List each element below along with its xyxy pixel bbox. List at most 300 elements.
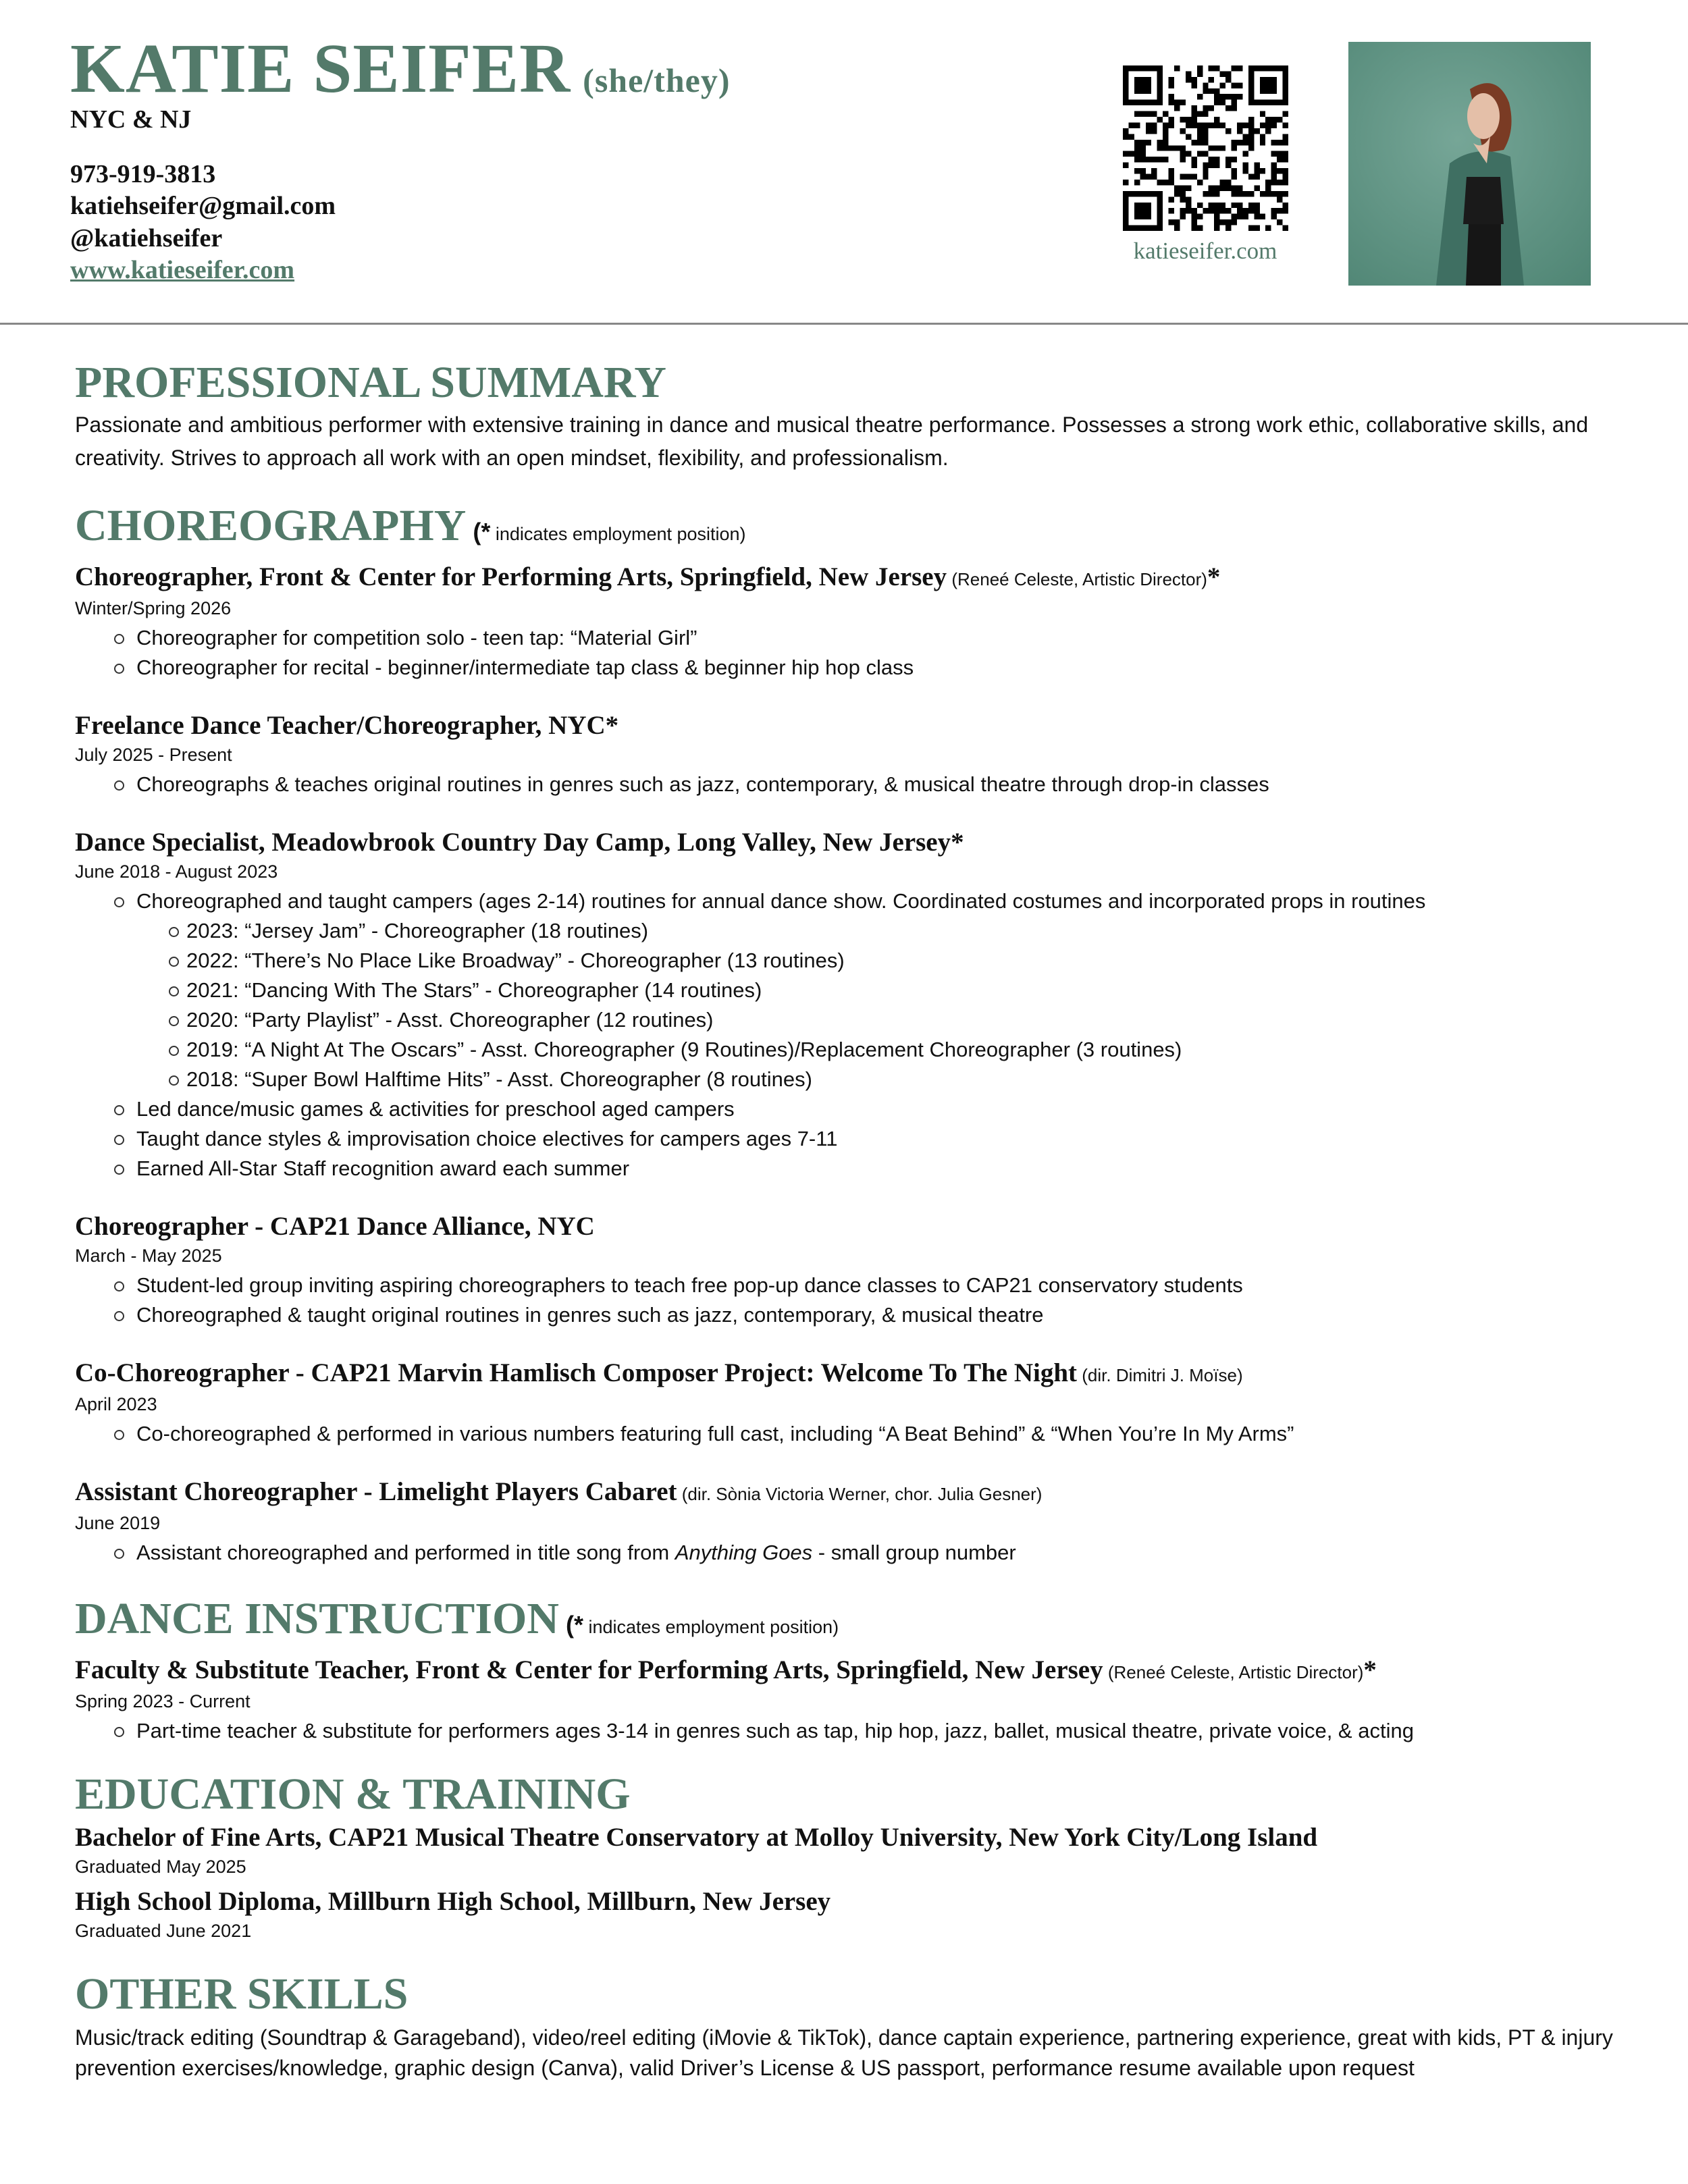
qr-module [1203,191,1208,196]
qr-module [1151,191,1157,196]
qr-module [1232,105,1237,111]
qr-module [1146,82,1151,88]
qr-module [1254,214,1259,219]
qr-module [1203,140,1208,145]
qr-module [1248,145,1254,151]
bullet-text: - small group number [812,1541,1016,1564]
qr-module [1134,214,1140,219]
qr-module [1157,214,1163,219]
qr-module [1151,128,1157,134]
qr-module [1237,122,1242,128]
qr-module [1260,82,1265,88]
qr-module [1169,122,1174,128]
qr-module [1157,219,1163,225]
degree-title: High School Diploma, Millburn High School, Millburn, New Jersey [75,1887,831,1916]
qr-module [1214,185,1219,190]
qr-module [1277,191,1282,196]
qr-module [1128,151,1134,157]
qr-module [1248,65,1254,71]
qr-module [1140,145,1145,151]
job-director: (Reneé Celeste, Artistic Director) [1103,1662,1364,1682]
section-heading [75,498,1648,562]
show-title: Anything Goes [675,1541,813,1564]
qr-module [1140,174,1145,180]
degree-title: Bachelor of Fine Arts, CAP21 Musical Theatre Conservatory at Molloy University, New York City/Long Island [75,1823,1318,1852]
qr-module [1248,117,1254,122]
qr-module [1214,145,1219,151]
qr-module [1169,100,1174,105]
website-link[interactable]: www.katieseifer.com [70,256,295,284]
qr-module [1191,82,1196,88]
job-entry [75,828,1648,1183]
qr-module [1197,134,1203,139]
qr-module [1140,191,1145,196]
qr-module [1209,208,1214,213]
job-date: Spring 2023 - Current [75,1691,250,1711]
qr-module [1225,219,1231,225]
bullet-item: Part-time teacher & substitute for performers ages 3-14 in genres such as tap, hip hop, jazz, ballet, musical theatre, private voice, & acting [75,1716,1648,1746]
qr-module [1254,185,1259,190]
qr-module [1169,196,1174,202]
qr-module [1237,82,1242,88]
qr-module [1209,105,1214,111]
qr-module [1265,180,1271,185]
qr-module [1163,157,1168,162]
qr-module [1128,65,1134,71]
qr-module [1260,191,1265,196]
qr-module [1140,82,1145,88]
qr-module [1163,128,1168,134]
header-divider [0,323,1688,325]
qr-module [1146,122,1151,128]
qr-module [1197,94,1203,99]
qr-module [1225,180,1231,185]
qr-module [1277,117,1282,122]
qr-module [1232,100,1237,105]
qr-module [1146,208,1151,213]
qr-module [1134,88,1140,94]
qr-module [1214,117,1219,122]
qr-module [1271,168,1277,174]
qr-module [1225,185,1231,190]
qr-module [1134,111,1140,117]
qr-module [1220,82,1225,88]
qr-module [1232,174,1237,180]
qr-module [1265,225,1271,231]
qr-module [1220,180,1225,185]
qr-module [1232,185,1237,190]
qr-module [1123,71,1128,76]
section-note [565,1611,839,1639]
qr-module [1140,140,1145,145]
dance-instruction-section [75,1591,1648,1746]
qr-module [1163,122,1168,128]
qr-module [1248,100,1254,105]
qr-module [1191,111,1196,117]
job-entry [75,711,1648,799]
qr-module [1209,185,1214,190]
qr-module [1197,128,1203,134]
qr-module [1197,65,1203,71]
qr-module [1283,134,1288,139]
qr-module [1157,145,1163,151]
qr-module [1214,163,1219,168]
summary-text: Passionate and ambitious performer with extensive training in dance and musical theatre performance. Possesses a strong work ethic, collaborative skills, and creativity. Strives to approach all work with an open mindset, flexibility, and professionalism. [75,412,1589,470]
qr-module [1186,151,1191,157]
qr-module [1186,71,1191,76]
qr-module [1203,82,1208,88]
qr-module [1283,122,1288,128]
section-heading [75,1591,1648,1655]
qr-module [1260,77,1265,82]
qr-module [1191,105,1196,111]
job-entry [75,1477,1648,1568]
qr-module [1128,100,1134,105]
sub-bullet-item: 2020: “Party Playlist” - Asst. Choreographer (12 routines) [75,1005,1648,1035]
qr-module [1248,140,1254,145]
qr-module [1197,225,1203,231]
qr-module [1209,77,1214,82]
qr-module [1191,163,1196,168]
qr-module [1191,77,1196,82]
qr-module [1128,122,1134,128]
qr-module [1186,134,1191,139]
qr-module [1220,208,1225,213]
qr-module [1169,145,1174,151]
resume-body [75,354,1648,2083]
qr-module [1248,88,1254,94]
qr-module [1265,82,1271,88]
qr-module [1174,145,1180,151]
qr-module [1271,151,1277,157]
qr-module [1163,134,1168,139]
qr-module [1220,145,1225,151]
qr-module [1209,122,1214,128]
qr-module [1242,151,1248,157]
qr-module [1151,168,1157,174]
qr-module [1186,77,1191,82]
qr-module [1140,151,1145,157]
qr-code [1123,65,1288,231]
qr-module [1123,219,1128,225]
qr-module [1134,82,1140,88]
qr-module [1157,225,1163,231]
qr-module [1128,191,1134,196]
qr-module [1157,71,1163,76]
qr-module [1232,168,1237,174]
job-title [75,1655,1648,1687]
qr-module [1140,203,1145,208]
job-date: March - May 2025 [75,1246,222,1266]
qr-module [1123,196,1128,202]
qr-module [1254,128,1259,134]
qr-module [1225,163,1231,168]
qr-module [1232,94,1237,99]
qr-module [1151,111,1157,117]
qr-module [1169,117,1174,122]
qr-module [1146,203,1151,208]
qr-module [1265,128,1271,134]
qr-module [1283,140,1288,145]
qr-module [1174,105,1180,111]
qr-module [1134,157,1140,162]
qr-module [1271,100,1277,105]
qr-module [1248,134,1254,139]
qr-module [1214,94,1219,99]
sub-bullet-item: 2019: “A Night At The Oscars” - Asst. Choreographer (9 Routines)/Replacement Choreographer (3 routines) [75,1035,1648,1065]
qr-module [1265,185,1271,190]
qr-module [1134,180,1140,185]
qr-module [1209,157,1214,162]
qr-module [1283,191,1288,196]
qr-module [1277,140,1282,145]
qr-module [1180,208,1185,213]
bullet-item: Choreographer for recital - beginner/intermediate tap class & beginner hip hop class [75,653,1648,683]
qr-module [1157,117,1163,122]
qr-module [1248,191,1254,196]
professional-summary-section [75,354,1648,475]
email[interactable]: katiehseifer@gmail.com [70,192,336,220]
qr-module [1220,185,1225,190]
qr-module [1225,105,1231,111]
qr-module [1232,145,1237,151]
qr-module [1232,65,1237,71]
qr-module [1157,88,1163,94]
qr-module [1134,100,1140,105]
qr-module [1197,151,1203,157]
qr-module [1209,88,1214,94]
qr-module [1169,208,1174,213]
phone: 973-919-3813 [70,160,216,188]
qr-module [1271,88,1277,94]
qr-module [1277,196,1282,202]
skills-text: Music/track editing (Soundtrap & Garageband), video/reel editing (iMovie & TikTok), dance captain experience, partnering experience, great with kids, PT & injury prevention exercises/knowledge, graphic design (Canva), valid Driver’s License & US passport, performance resume available upon request [75,2025,1613,2080]
qr-module [1140,157,1145,162]
job-director: (Reneé Celeste, Artistic Director) [947,569,1207,589]
qr-module [1232,82,1237,88]
qr-module [1214,88,1219,94]
qr-module [1242,168,1248,174]
qr-module [1271,77,1277,82]
qr-module [1191,219,1196,225]
name-heading [70,28,730,109]
qr-module [1242,191,1248,196]
qr-module [1232,214,1237,219]
qr-module [1283,208,1288,213]
qr-module [1186,117,1191,122]
qr-module [1248,94,1254,99]
qr-module [1146,100,1151,105]
qr-module [1283,111,1288,117]
qr-module [1191,157,1196,162]
qr-module [1225,208,1231,213]
qr-module [1191,214,1196,219]
qr-module [1214,225,1219,231]
qr-module [1237,128,1242,134]
qr-module [1180,128,1185,134]
qr-module [1225,128,1231,134]
bullet-item [75,1538,1648,1568]
qr-module [1157,94,1163,99]
qr-module [1197,111,1203,117]
qr-module [1169,180,1174,185]
qr-module [1271,140,1277,145]
qr-module [1209,163,1214,168]
qr-module [1254,174,1259,180]
qr-module [1248,77,1254,82]
qr-module [1265,65,1271,71]
pronouns: (she/they) [583,61,731,99]
job-title: Dance Specialist, Meadowbrook Country Day Camp, Long Valley, New Jersey* [75,828,964,857]
qr-module [1123,203,1128,208]
note-text: indicates employment position) [583,1617,839,1637]
qr-module [1180,117,1185,122]
qr-module [1174,100,1180,105]
qr-module [1174,65,1180,71]
qr-module [1157,77,1163,82]
qr-module [1283,88,1288,94]
job-date: April 2023 [75,1394,157,1414]
other-skills-section [75,1966,1648,2083]
qr-module [1203,111,1208,117]
qr-module [1242,208,1248,213]
qr-module [1174,225,1180,231]
qr-module [1260,134,1265,139]
resume-header [0,0,1688,324]
location: NYC & NJ [70,105,192,134]
qr-module [1123,134,1128,139]
qr-module [1225,71,1231,76]
qr-module [1174,191,1180,196]
qr-module [1265,117,1271,122]
qr-module [1197,140,1203,145]
qr-module [1123,214,1128,219]
qr-module [1283,94,1288,99]
qr-module [1169,82,1174,88]
qr-module [1283,71,1288,76]
qr-module [1157,208,1163,213]
qr-module [1248,225,1254,231]
job-title-text: Choreographer, Front & Center for Performing Arts, Springfield, New Jersey [75,562,947,591]
qr-module [1180,100,1185,105]
qr-module [1220,100,1225,105]
qr-module [1123,180,1128,185]
qr-module [1254,168,1259,174]
qr-module [1283,168,1288,174]
qr-module [1203,163,1208,168]
qr-module [1134,203,1140,208]
qr-module [1169,94,1174,99]
qr-module [1134,151,1140,157]
qr-module [1140,111,1145,117]
qr-module [1260,214,1265,219]
qr-module [1271,174,1277,180]
qr-module [1140,214,1145,219]
qr-module [1248,122,1254,128]
qr-module [1134,191,1140,196]
qr-module [1203,122,1208,128]
qr-module [1140,100,1145,105]
qr-module [1123,100,1128,105]
qr-module [1237,214,1242,219]
qr-module [1180,191,1185,196]
qr-module [1157,203,1163,208]
qr-module [1283,82,1288,88]
qr-module [1128,225,1134,231]
qr-module [1260,65,1265,71]
qr-module [1254,65,1259,71]
note-star: (* [473,518,491,545]
qr-module [1260,122,1265,128]
section-heading-text: CHOREOGRAPHY [75,501,467,550]
qr-module [1214,65,1219,71]
qr-module [1271,191,1277,196]
qr-module [1151,174,1157,180]
qr-module [1186,196,1191,202]
qr-module [1254,225,1259,231]
note-text: indicates employment position) [490,524,746,544]
qr-module [1265,122,1271,128]
qr-module [1123,82,1128,88]
qr-module [1146,140,1151,145]
qr-module [1134,208,1140,213]
qr-module [1248,208,1254,213]
qr-module [1146,128,1151,134]
qr-module [1271,180,1277,185]
qr-module [1283,100,1288,105]
qr-module [1237,65,1242,71]
qr-module [1271,208,1277,213]
qr-module [1134,77,1140,82]
qr-module [1214,157,1219,162]
qr-module [1157,82,1163,88]
bullet-item: Student-led group inviting aspiring choreographers to teach free pop-up dance classes to CAP21 conservatory students [75,1271,1648,1300]
qr-module [1180,145,1185,151]
qr-module [1220,203,1225,208]
qr-module [1146,88,1151,94]
qr-module [1271,163,1277,168]
qr-module [1146,174,1151,180]
qr-module [1242,163,1248,168]
qr-module [1214,208,1219,213]
sub-bullet-item: 2022: “There’s No Place Like Broadway” - Choreographer (13 routines) [75,946,1648,976]
job-title: Freelance Dance Teacher/Choreographer, NYC* [75,711,619,740]
graduation-date: Graduated June 2021 [75,1921,252,1941]
qr-module [1197,180,1203,185]
qr-module [1248,71,1254,76]
qr-module [1277,151,1282,157]
choreography-section [75,498,1648,1568]
bullet-item: Choreographed & taught original routines in genres such as jazz, contemporary, & musical theatre [75,1300,1648,1330]
qr-module [1220,122,1225,128]
qr-module [1157,196,1163,202]
headshot-photo [1348,42,1591,286]
qr-module [1151,100,1157,105]
qr-module [1209,191,1214,196]
qr-module [1140,208,1145,213]
qr-module [1232,191,1237,196]
qr-module [1248,174,1254,180]
qr-module [1203,134,1208,139]
qr-module [1186,174,1191,180]
qr-module [1174,185,1180,190]
bullet-item: Choreographer for competition solo - teen tap: “Material Girl” [75,623,1648,653]
qr-module [1169,168,1174,174]
qr-module [1140,77,1145,82]
qr-module [1128,134,1134,139]
qr-module [1146,77,1151,82]
qr-module [1277,208,1282,213]
